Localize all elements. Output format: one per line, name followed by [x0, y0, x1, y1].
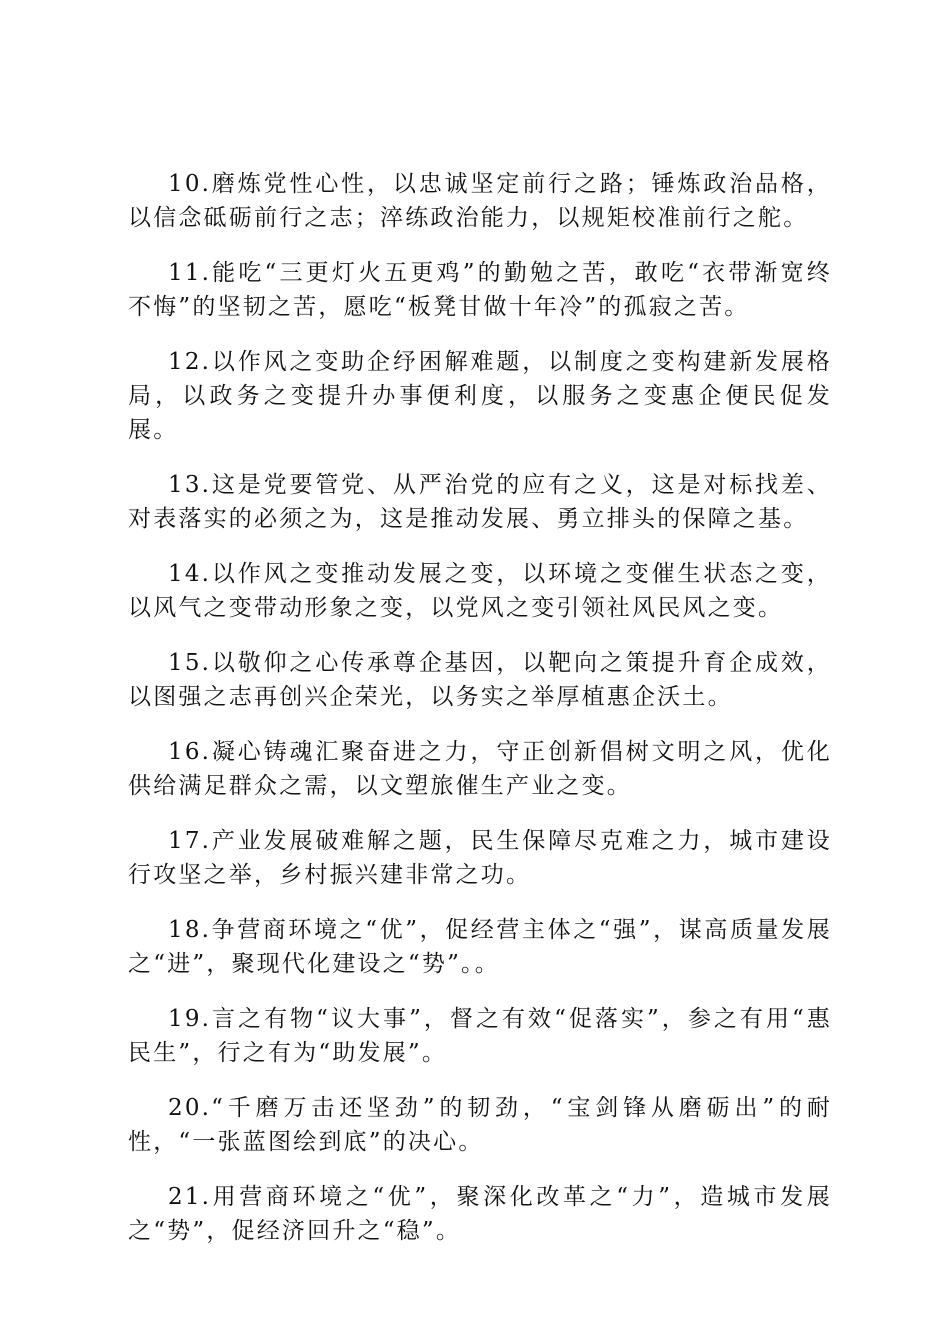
- paragraph-16: 16.凝心铸魂汇聚奋进之力，守正创新倡树文明之风，优化供给满足群众之需，以文塑旅催生产业之变。: [128, 739, 832, 799]
- paragraph-13: 13.这是党要管党、从严治党的应有之义，这是对标找差、对表落实的必须之为，这是推动发展、勇立排头的保障之基。: [128, 472, 832, 532]
- paragraph-20: 20.“千磨万击还坚劲”的韧劲，“宝剑锋从磨砺出”的耐性，“一张蓝图绘到底”的决心。: [128, 1095, 832, 1155]
- paragraph-17: 17.产业发展破难解之题，民生保障尽克难之力，城市建设行攻坚之举，乡村振兴建非常之功。: [128, 828, 832, 888]
- document-body: [128, 167, 832, 1269]
- paragraph-15: 15.以敬仰之心传承尊企基因，以靶向之策提升育企成效，以图强之志再创兴企荣光，以务实之举厚植惠企沃土。: [128, 650, 832, 710]
- paragraph-12: 12.以作风之变助企纾困解难题，以制度之变构建新发展格局，以政务之变提升办事便利度，以服务之变惠企便民促发展。: [128, 349, 832, 443]
- paragraph-18: 18.争营商环境之“优”，促经营主体之“强”，谋高质量发展之“进”，聚现代化建设之“势”。。: [128, 917, 832, 977]
- paragraph-21: 21.用营商环境之“优”，聚深化改革之“力”，造城市发展之“势”，促经济回升之“稳”。: [128, 1184, 832, 1244]
- paragraph-19: 19.言之有物“议大事”，督之有效“促落实”，参之有用“惠民生”，行之有为“助发展”。: [128, 1006, 832, 1066]
- paragraph-11: 11.能吃“三更灯火五更鸡”的勤勉之苦，敢吃“衣带渐宽终不悔”的坚韧之苦，愿吃“板凳甘做十年冷”的孤寂之苦。: [128, 260, 832, 320]
- paragraph-14: 14.以作风之变推动发展之变，以环境之变催生状态之变，以风气之变带动形象之变，以党风之变引领社风民风之变。: [128, 561, 832, 621]
- paragraph-10: 10.磨炼党性心性，以忠诚坚定前行之路；锤炼政治品格，以信念砥砺前行之志；淬练政治能力，以规矩校准前行之舵。: [128, 171, 832, 231]
